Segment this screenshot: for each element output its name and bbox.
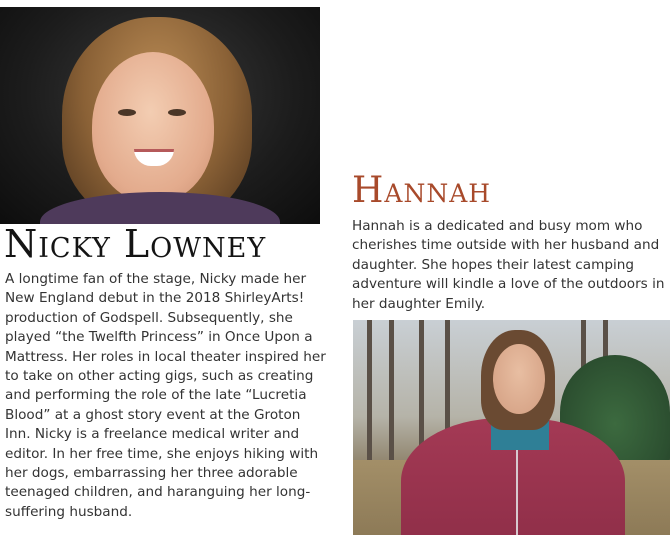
hannah-bio: Hannah is a dedicated and busy mom who cherishes time outside with her husband and daughter. She hopes their latest camping adventure will kindle a love of the outdoors in her daughter Emily. <box>352 218 665 312</box>
photo-shirt <box>40 192 280 224</box>
photo-eye-right <box>168 109 186 116</box>
photo-tree <box>419 320 424 460</box>
photo-face <box>493 344 545 414</box>
hannah-name-heading: Hannah <box>352 170 492 211</box>
nicky-bio: A longtime fan of the stage, Nicky made her New England debut in the 2018 ShirleyArts! production of Godspell. Subsequently, she played “the Twelfth Princess” in Once Upon a Mattress. Her roles in local theater inspired her to take on other acting gigs, such as creating and performing the role of the late “Lucretia Blood” at a ghost story event at the Groton Inn. Nicky is a freelance medical writer and editor. In her free time, she enjoys hiking with her dogs, embarrassing her three adorable teenaged children, and haranguing her long-suffering husband. <box>5 271 326 520</box>
photo-tree <box>389 320 394 460</box>
photo-face <box>92 52 214 202</box>
photo-eye-left <box>118 109 136 116</box>
hannah-outdoor-photo <box>353 320 670 535</box>
photo-zipper <box>516 450 518 535</box>
nicky-headshot-photo <box>0 7 320 224</box>
photo-tree <box>367 320 372 460</box>
nicky-name-heading: Nicky Lowney <box>4 222 267 266</box>
